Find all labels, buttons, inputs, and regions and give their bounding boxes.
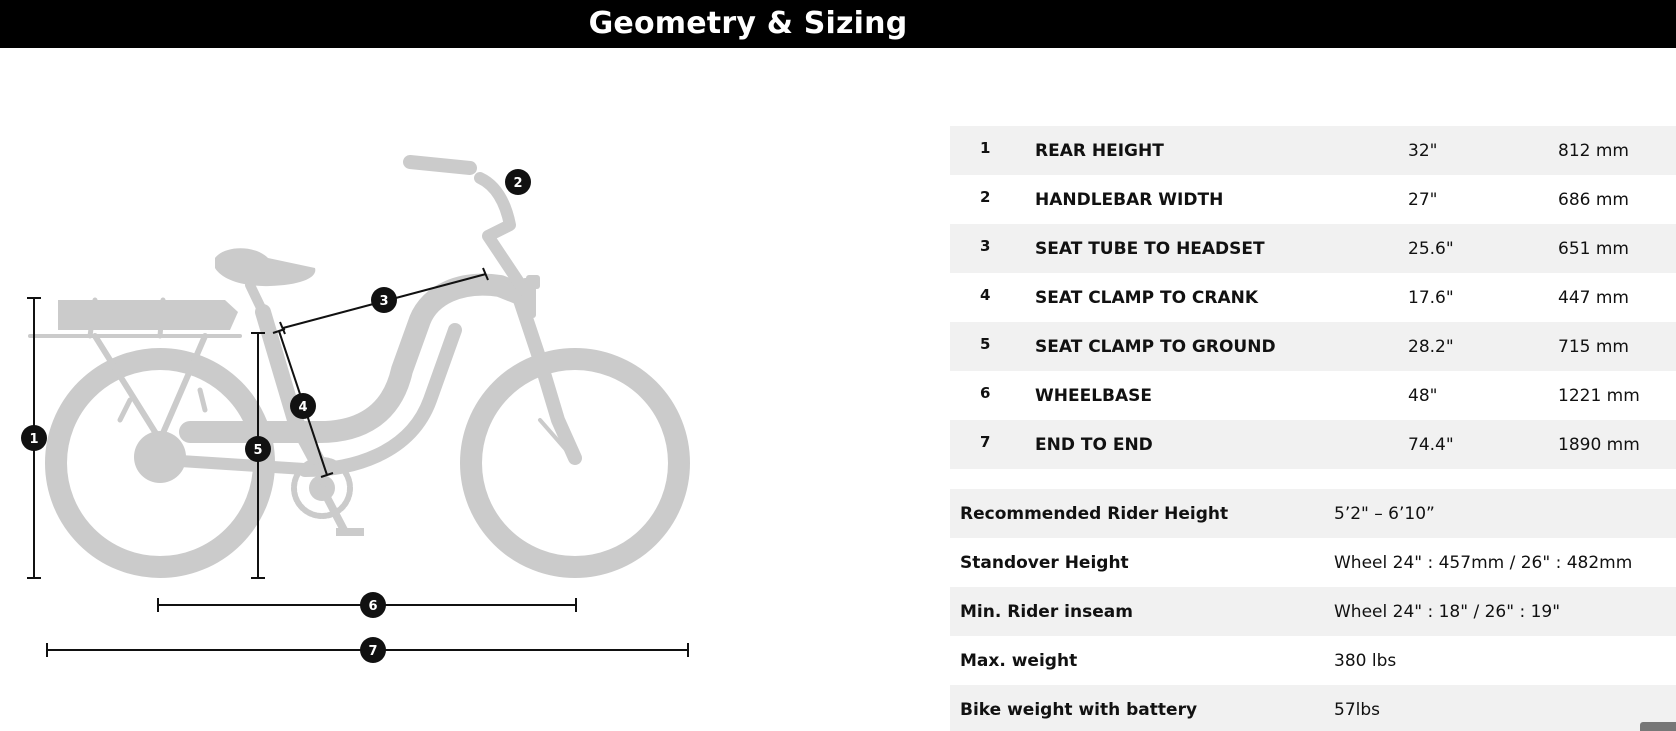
table-row — [950, 371, 1676, 420]
measurement-mm: 715 mm — [1558, 337, 1629, 357]
scroll-to-top-tab[interactable] — [1640, 722, 1676, 731]
svg-text:5: 5 — [253, 443, 263, 458]
spec-value: Wheel 24" : 457mm / 26" : 482mm — [1334, 553, 1633, 573]
measurement-label: SEAT CLAMP TO GROUND — [1035, 337, 1276, 357]
svg-text:7: 7 — [368, 644, 378, 659]
measurement-inches: 32" — [1408, 141, 1438, 161]
measurement-mm: 651 mm — [1558, 239, 1629, 259]
spec-value: 57lbs — [1334, 700, 1381, 720]
pedal — [336, 528, 364, 536]
row-number: 3 — [980, 237, 991, 255]
measurement-label: REAR HEIGHT — [1035, 141, 1164, 161]
table-row — [950, 489, 1676, 538]
row-number: 6 — [980, 384, 991, 402]
row-number: 1 — [980, 139, 991, 157]
svg-text:3: 3 — [379, 294, 389, 309]
measurement-inches: 74.4" — [1408, 435, 1454, 455]
spec-value: 380 lbs — [1334, 651, 1397, 671]
bike-silhouette — [30, 162, 679, 567]
measurement-inches: 25.6" — [1408, 239, 1454, 259]
row-number: 5 — [980, 335, 991, 353]
svg-text:4: 4 — [298, 400, 308, 415]
table-row — [950, 587, 1676, 636]
spec-label: Recommended Rider Height — [960, 504, 1229, 524]
geometry-table — [950, 126, 1676, 469]
svg-text:2: 2 — [513, 176, 523, 191]
sizing-specs-table — [950, 489, 1676, 731]
rear-rack — [58, 300, 238, 330]
measurement-mm: 812 mm — [1558, 141, 1629, 161]
measurement-label: HANDLEBAR WIDTH — [1035, 190, 1224, 210]
marker-3 — [371, 287, 397, 313]
svg-text:1: 1 — [29, 432, 39, 447]
measurement-label: END TO END — [1035, 435, 1153, 455]
spec-value: Wheel 24" : 18" / 26" : 19" — [1334, 602, 1561, 622]
spec-label: Standover Height — [960, 553, 1129, 573]
table-row — [950, 224, 1676, 273]
marker-5 — [245, 436, 271, 462]
svg-text:6: 6 — [368, 599, 378, 614]
table-row — [950, 322, 1676, 371]
measurement-mm: 1890 mm — [1558, 435, 1640, 455]
measurement-mm: 686 mm — [1558, 190, 1629, 210]
table-row — [950, 538, 1676, 587]
bike-geometry-diagram — [0, 48, 720, 731]
measurement-inches: 48" — [1408, 386, 1438, 406]
spec-value: 5’2" – 6’10” — [1334, 504, 1435, 524]
row-number: 4 — [980, 286, 991, 304]
table-row — [950, 420, 1676, 469]
marker-1 — [21, 425, 47, 451]
measurement-inches: 28.2" — [1408, 337, 1454, 357]
row-number: 2 — [980, 188, 991, 206]
table-row — [950, 636, 1676, 685]
measurement-label: SEAT CLAMP TO CRANK — [1035, 288, 1259, 308]
measurement-mm: 447 mm — [1558, 288, 1629, 308]
marker-7 — [360, 637, 386, 663]
measurement-inches: 17.6" — [1408, 288, 1454, 308]
measurement-label: WHEELBASE — [1035, 386, 1153, 406]
table-row — [950, 126, 1676, 175]
page-title: Geometry & Sizing — [588, 6, 908, 41]
title-bar — [0, 0, 1676, 48]
measurement-inches: 27" — [1408, 190, 1438, 210]
seat — [215, 248, 315, 286]
measurement-mm: 1221 mm — [1558, 386, 1640, 406]
spec-label: Bike weight with battery — [960, 700, 1198, 720]
table-row — [950, 175, 1676, 224]
marker-4 — [290, 393, 316, 419]
table-row — [950, 273, 1676, 322]
marker-6 — [360, 592, 386, 618]
table-row — [950, 685, 1676, 731]
marker-2 — [505, 169, 531, 195]
spec-label: Min. Rider inseam — [960, 602, 1133, 622]
row-number: 7 — [980, 433, 991, 451]
measurement-label: SEAT TUBE TO HEADSET — [1035, 239, 1265, 259]
spec-label: Max. weight — [960, 651, 1078, 671]
